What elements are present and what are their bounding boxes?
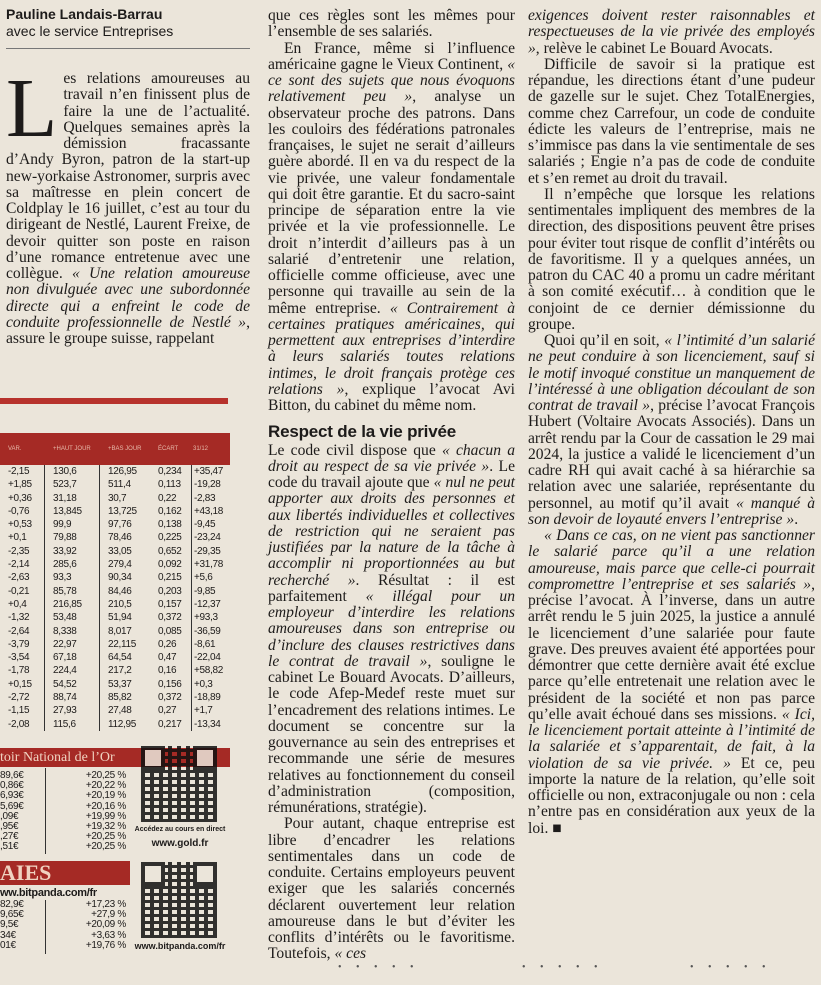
table-cell: 126,95 [108,466,137,477]
table-cell: 0,225 [158,532,182,544]
table-cell: 88,74 [45,691,100,704]
table-cell: 523,7 [45,478,100,491]
table-cell: 511,4 [108,479,131,491]
list-item: +19,99 % [85,810,126,822]
table-row [0,585,230,598]
body-text: . [794,510,799,528]
table-cell: 84,46 [108,585,132,597]
table-cell: 0,138 [158,519,182,531]
list-item: 6,93€ [0,790,24,802]
table-cell: 115,6 [45,718,100,731]
table-cell: +35,47 [191,465,226,478]
quote-text: « Une relation amoureuse non divulguée avec une subordonnée directe qui a enfreint le code de conduite professionnelle de Nestlé » [6,265,250,331]
list-item: +20,25 % [85,770,126,781]
crypto-prices [0,900,42,951]
body-text: Et ce, peu importe la nature de la relation, qu’elle soit officielle ou non, extraconjugale ou non : cela n’entre pas en considération aux yeux de la loi. ■ [528,754,815,837]
table-cell: 0,157 [158,598,182,610]
list-item: +27,9 % [91,909,126,921]
table-cell: -2,35 [0,545,45,558]
color-registration-dots: • • • • • [338,962,420,973]
body-text: . Résultat : il est parfaitement [268,571,515,605]
table-row [0,611,230,624]
table-row [0,664,230,677]
list-item: +3,63 % [91,929,126,941]
header-low: +BAS JOUR [108,446,142,452]
body-text: que ces règles sont les mêmes pour l’ensemble de ses salariés. [268,7,515,41]
list-item: 82,9€ [0,899,24,910]
list-item: +20,25 % [85,841,126,853]
list-item: 89,6€ [0,770,24,781]
table-cell: 13,845 [45,505,100,518]
table-cell: 22,97 [45,638,100,651]
paragraph [268,443,515,817]
table-cell: -2,14 [0,558,45,571]
body-text: , précise l’avocat François Hubert (Voltaire Avocats Associés). Dans un arrêt rendu par la Cour de cassation le 29 mai 2024, la justice a validé le licenciement d’un cadre RH qui avait caché à sa hiérarchie sa relation avec une salariée, représentante du personnel, au motif qu’il avait [528,397,816,512]
quote-text: « illégal pour un employeur d’interdire les relations amoureuses dans son entreprise ou d’inclure des clauses restrictives dans le contrat de travail » [268,587,515,670]
table-cell: 0,113 [158,479,181,491]
table-row [0,691,230,704]
gold-changes [56,771,126,853]
header-gap: ÉCART [158,446,179,452]
body-text: En France, même si l’influence américaine gagne le Vieux Continent, [268,39,515,73]
table-row [0,478,230,491]
table-cell: 64,54 [108,652,132,664]
body-text: , souligne le cabinet Le Bouard Avocats. D’ailleurs, le code Afep-Medef reste muet sur l’encadrement des relations intimes. Le document se concentre sur la gouvernance au sein des entreprises et recommande une série de mesures relatives au fonctionnement du conseil d’administration (composition, rémunérations, stratégie). [268,652,515,816]
table-cell: 30,7 [108,492,127,504]
table-cell: 279,4 [108,559,132,571]
quote-text: « ces [334,945,367,963]
table-cell: 0,27 [158,705,177,717]
table-cell: +0,4 [0,598,45,611]
table-cell: 54,52 [45,678,100,691]
subheading: Respect de la vie privée [268,422,456,442]
table-row [0,704,230,717]
table-cell: 22,115 [108,638,137,650]
color-registration-dots: • • • • • [522,962,604,973]
article-column-3 [528,8,815,837]
body-text: , précise l’avocat. À l’inverse, dans un autre arrêt rendu le 5 juin 2025, la justice a annulé le licenciement d’une salariée pour faute grave. Des preuves avaient été apportées pour démontrer que cette dernière avait été exclue parce qu’elle entretenait une relation avec le président de la société et non pas parce qu’elle avait échoué dans ses missions. [528,575,815,723]
list-item: ,51€ [0,841,19,853]
table-cell: 78,46 [108,532,132,544]
table-cell: -2,15 [0,465,45,478]
table-row [0,625,230,638]
table-cell: 0,162 [158,505,182,517]
crypto-qr-url[interactable]: www.bitpanda.com/fr [134,941,226,951]
table-row [0,558,230,571]
table-row [0,571,230,584]
body-text: , assure le groupe suisse, rappelant [6,313,250,347]
list-item: ,09€ [0,810,19,822]
article-column-1 [6,0,250,347]
table-cell: 31,18 [45,492,100,505]
list-item: ,27€ [0,831,19,843]
table-cell: -13,34 [191,718,226,731]
body-text: Pour autant, chaque entreprise est libre d’encadrer les relations sentimentales dans un code de conduite. Certains employeurs peuvent exiger que les salariés concernés déclarent ouvertement leur relation amoureuse dans le but d’éviter les conflits d’intérêts ou le favoritisme. Toutefois, [268,815,515,963]
quote-text: « manqué à son devoir de loyauté envers l’entreprise » [528,494,815,528]
list-item: +17,23 % [85,899,126,910]
table-cell: 0,47 [158,652,177,664]
gold-divider [45,768,46,854]
table-cell: 0,372 [158,692,182,704]
list-item: +19,32 % [85,820,126,832]
article-column-2 [268,8,515,963]
body-text: , relève le cabinet Le Bouard Avocats. [535,39,773,57]
byline-divider [6,48,250,49]
quote-text: « chacun a droit au respect de sa vie privée » [268,441,515,475]
table-cell: 0,26 [158,638,177,650]
crypto-qr-code[interactable] [141,862,217,938]
paragraph [528,187,815,333]
paragraph [528,333,815,528]
table-row [0,718,230,731]
crypto-divider [45,900,46,954]
table-cell: -2,83 [191,492,226,505]
table-cell: -18,89 [191,691,226,704]
stock-table-header [0,433,230,465]
table-row [0,598,230,611]
table-cell: -36,59 [191,625,226,638]
table-cell: 0,215 [158,572,182,584]
table-cell: 0,203 [158,585,182,597]
table-cell: 85,82 [108,692,132,704]
table-cell: -29,35 [191,545,226,558]
header-high: +HAUT JOUR [53,446,91,452]
byline [6,6,250,40]
table-row [0,651,230,664]
table-row [0,505,230,518]
table-cell: 53,48 [45,611,100,624]
table-cell: -2,72 [0,691,45,704]
header-var: VAR. [8,446,22,452]
table-cell: +58,82 [191,664,226,677]
table-cell: +43,18 [191,505,226,518]
table-cell: +0,36 [0,492,45,505]
table-cell: +93,3 [191,611,226,624]
body-text: Quoi qu’il en soit, [544,332,665,349]
quote-text: exigences doivent rester raisonnables et respectueuses de la vie privée des employés » [528,7,815,57]
table-cell: 79,88 [45,531,100,544]
table-cell: 224,4 [45,664,100,677]
body-text: Il n’empêche que lorsque les relations sentimentales impliquent des membres de la direction, des dispositions peuvent être prises pour éviter tout risque de conflit d’intérêts ou de favoritisme. Il y a quelques années, un patron du CAC 40 a promu un cadre méritant à son comité exécutif… à condition que le conjoint de ce dernier démissionne du groupe. [528,185,815,333]
table-cell: 99,9 [45,518,100,531]
drop-cap: L [6,62,58,155]
table-cell: 216,85 [45,598,100,611]
table-cell: 67,18 [45,651,100,664]
table-cell: 97,76 [108,519,132,531]
body-text: Difficile de savoir si la pratique est répandue, les directions étant d’une pudeur de gazelle sur le sujet. Chez TotalEnergies, comme chez Carrefour, un code de conduite édicte les valeurs de l’entreprise, mais ne s’immisce pas dans la vie sentimentale de ses salariés ; Engie n’a pas de code de conduite et s’en remet au droit du travail. [528,55,815,187]
body-text: , analyse un observateur proche des patrons. Dans les couloirs des fédérations patronales françaises, le sujet ne serait d’ailleurs guère abordé. Il en va du respect de la vie privée, une valeur fondamentale qui doit être garantie. Et du sacro-saint principe de séparation entre la vie privée et la vie professionnelle. Le droit n’interdit d’ailleurs pas à un salarié d’entretenir une relation, officielle comme officieuse, avec une personne qui travaille au sein de la même entreprise. [268,88,515,317]
table-cell: +0,15 [0,678,45,691]
table-row [0,518,230,531]
table-cell: +0,53 [0,518,45,531]
table-cell: +1,85 [0,478,45,491]
table-cell: 8,017 [108,625,132,637]
table-cell: -3,54 [0,651,45,664]
table-row [0,545,230,558]
list-item: 34€ [0,929,16,941]
table-cell: 0,372 [158,612,182,624]
table-cell: 27,93 [45,704,100,717]
quote-text: « Dans ce cas, on ne vient pas sanctionner le salarié parce qu’il a une relation amoureuse, mais parce que celle-ci pourrait compromettre l’entreprise et ses salariés » [528,527,815,593]
table-cell: 0,156 [158,678,182,690]
gold-header: toir National de l’Or [0,748,230,767]
author-name: Pauline Landais-Barrau [6,6,163,22]
list-item: 9,65€ [0,909,24,921]
body-text: , explique l’avocat Avi Bitton, du cabinet du même nom. [268,380,515,414]
list-item: +20,19 % [85,790,126,802]
body-text: Le code civil dispose que [268,441,442,459]
table-cell: +1,7 [191,704,226,717]
table-cell: 0,085 [158,625,182,637]
table-row [0,531,230,544]
list-item: ,95€ [0,820,19,832]
table-cell: +31,78 [191,558,226,571]
table-cell: 0,16 [158,665,177,677]
crypto-header: AIES [0,861,130,885]
table-cell: -0,21 [0,585,45,598]
table-cell: -23,24 [191,531,226,544]
list-item: 5,69€ [0,800,24,812]
paragraph [268,8,515,41]
gold-prices [0,771,42,853]
table-cell: 53,37 [108,678,132,690]
list-item: +20,22 % [85,780,126,792]
color-registration-dots: • • • • • [690,962,772,973]
table-cell: 85,78 [45,585,100,598]
list-item: 0,86€ [0,780,24,792]
table-cell: -22,04 [191,651,226,664]
stock-table [0,433,230,731]
table-cell: -9,45 [191,518,226,531]
table-cell: 210,5 [108,598,132,610]
table-cell: -8,61 [191,638,226,651]
author-service: avec le service Entreprises [6,23,174,39]
table-cell: 285,6 [45,558,100,571]
table-cell: -9,85 [191,585,226,598]
table-cell: -2,64 [0,625,45,638]
table-cell: -2,63 [0,571,45,584]
table-cell: -1,15 [0,704,45,717]
list-item: +20,25 % [85,831,126,843]
crypto-changes [56,900,126,951]
table-cell: -2,08 [0,718,45,731]
table-cell: 217,2 [108,665,132,677]
quote-text: « Contrairement à certaines pratiques américaines, qui permettent aux entreprises d’interdire à leurs salariés toutes relations intimes, le droit français protège ces relations » [268,299,515,398]
table-cell: 0,217 [158,718,182,730]
list-item: 9,5€ [0,919,19,931]
paragraph [528,57,815,187]
table-cell: -19,28 [191,478,226,491]
table-cell: 130,6 [45,465,100,478]
section-divider-red [0,398,228,404]
quote-text: « l’intimité d’un salarié ne peut conduire à son licenciement, sauf si le motif invoqué constitue un manquement de l’intéressé à une obligation découlant de son contrat de travail » [528,332,815,414]
list-item: +20,16 % [85,800,126,812]
table-cell: -12,37 [191,598,226,611]
paragraph [528,8,815,57]
table-cell: -3,79 [0,638,45,651]
table-cell: -1,32 [0,611,45,624]
table-row [0,638,230,651]
quote-text: « ce sont des sujets que nous évoquons relativement peu » [268,55,515,106]
table-row [0,678,230,691]
gold-qr-url[interactable]: www.gold.fr [151,838,209,849]
table-cell: +0,1 [0,531,45,544]
table-cell: -0,76 [0,505,45,518]
quote-text: « nul ne peut apporter aux droits des personnes et aux libertés individuelles et collectives de restriction qui ne seraient pas justifiées par la nature de la tâche à accomplir ni proportionnées au but recherché » [268,474,516,589]
list-item: 01€ [0,939,16,951]
header-ytd: 31/12 [193,446,209,452]
table-cell: 0,22 [158,492,177,504]
paragraph [268,816,515,962]
table-cell: 27,48 [108,705,132,717]
table-row [0,465,230,478]
crypto-url[interactable]: ww.bitpanda.com/fr [0,887,97,899]
quote-text: « Ici, le licenciement portait atteinte à l’intimité de la salariée et s’apparentait, de fait, à la violation de sa vie privée. » [528,705,815,772]
table-row [0,492,230,505]
table-cell: 51,94 [108,612,132,624]
table-cell: +0,3 [191,678,226,691]
list-item: +19,76 % [85,939,126,951]
table-cell: 90,34 [108,572,132,584]
table-cell: 8,338 [45,625,100,638]
table-cell: 112,95 [108,718,137,730]
paragraph [268,41,515,415]
body-text: . Le code du travail ajoute que [268,457,515,491]
table-cell: 93,3 [45,571,100,584]
list-item: +20,09 % [85,919,126,931]
table-cell: -1,78 [0,664,45,677]
table-cell: 13,725 [108,505,137,517]
table-cell: 0,234 [158,466,182,477]
gold-qr-code[interactable] [141,746,217,822]
gold-qr-caption: Accédez au cours en direct [134,826,226,833]
paragraph [528,528,815,837]
table-cell: 33,05 [108,545,132,557]
table-cell: 33,92 [45,545,100,558]
table-cell: 0,652 [158,545,182,557]
table-cell: +5,6 [191,571,226,584]
body-text: es relations amoureuses au travail n’en finissent plus de faire la une de l’actualité. Quelques semaines après la démission fracassante d’Andy Byron, patron de la start-up new-yorkaise Astronomer, surpris avec sa maîtresse en plein concert de Coldplay le 16 juillet, c’est au tour du dirigeant de Nestlé, Laurent Freixe, de devoir quitter son poste en raison d’une romance entretenue avec une collègue. [6,70,250,282]
table-cell: 0,092 [158,559,182,571]
